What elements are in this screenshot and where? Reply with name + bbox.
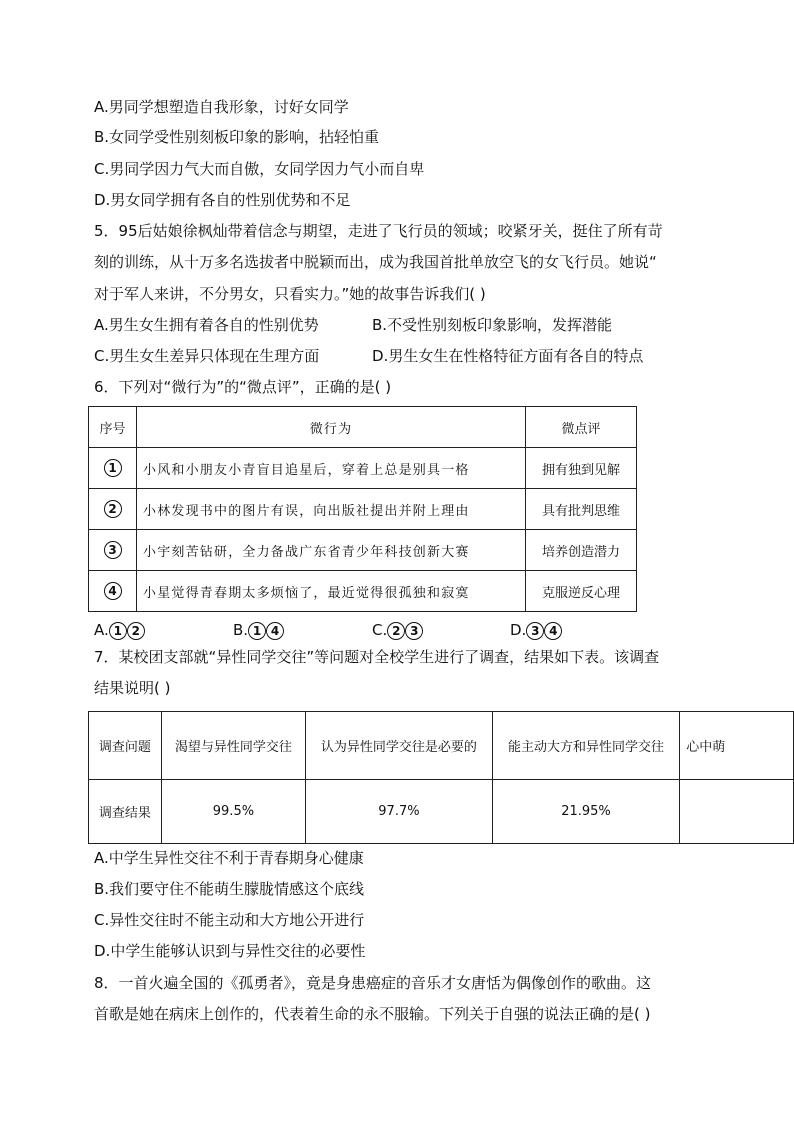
cell: 97.7% bbox=[306, 780, 493, 844]
table-row bbox=[89, 530, 637, 571]
q6-option-c: C. 2 3 bbox=[372, 620, 423, 640]
q5-stem-line1: 5．95后姑娘徐枫灿带着信念与期望，走进了飞行员的领域；咬紧牙关，挺住了所有苛 bbox=[94, 222, 663, 240]
cell: 渴望与异性同学交往 bbox=[161, 712, 306, 780]
behavior-cell: 小宇刻苦钻研，全力备战广东省青少年科技创新大赛 bbox=[137, 530, 526, 571]
q5-option-a: A.男生女生拥有着各自的性别优势 bbox=[94, 316, 319, 334]
circled-number: 1 bbox=[109, 622, 127, 640]
q4-option-b: B.女同学受性别刻板印象的影响，拈轻怕重 bbox=[94, 128, 380, 146]
comment-cell: 克服逆反心理 bbox=[526, 571, 637, 612]
comment-cell: 培养创造潜力 bbox=[526, 530, 637, 571]
behavior-cell: 小风和小朋友小青盲目追星后，穿着上总是别具一格 bbox=[137, 448, 526, 489]
q6-table-header bbox=[89, 407, 637, 448]
circled-number: 2 bbox=[127, 622, 145, 640]
q7-table-wrapper bbox=[88, 711, 794, 851]
cell: 99.5% bbox=[161, 780, 306, 844]
circled-number: 4 bbox=[104, 582, 122, 600]
cell: 心中萌 bbox=[680, 712, 794, 780]
q7-stem-line2: 结果说明( ) bbox=[94, 679, 171, 697]
circled-number: 3 bbox=[104, 541, 122, 559]
table-row bbox=[89, 780, 794, 844]
q4-option-d: D.男女同学拥有各自的性别优势和不足 bbox=[94, 191, 351, 209]
q6-header-behavior: 微行为 bbox=[137, 407, 526, 448]
cell: 调查问题 bbox=[89, 712, 162, 780]
q7-option-b: B.我们要守住不能萌生朦胧情感这个底线 bbox=[94, 880, 365, 898]
q7-stem-line1: 7．某校团支部就“异性同学交往”等问题对全校学生进行了调查，结果如下表。该调查 bbox=[94, 648, 660, 666]
q4-option-a: A.男同学想塑造自我形象，讨好女同学 bbox=[94, 98, 349, 116]
behavior-cell: 小星觉得青春期太多烦恼了，最近觉得很孤独和寂寞 bbox=[137, 571, 526, 612]
behavior-cell: 小林发现书中的图片有误，向出版社提出并附上理由 bbox=[137, 489, 526, 530]
cell: 21.95% bbox=[492, 780, 680, 844]
table-row bbox=[89, 571, 637, 612]
circled-number: 2 bbox=[104, 500, 122, 518]
q6-option-a: A. 1 2 bbox=[94, 620, 145, 640]
table-row bbox=[89, 489, 637, 530]
circled-number: 2 bbox=[387, 622, 405, 640]
q6-header-num: 序号 bbox=[89, 407, 137, 448]
circled-number: 3 bbox=[526, 622, 544, 640]
q6-option-b: B. 1 4 bbox=[233, 620, 284, 640]
circled-number: 1 bbox=[248, 622, 266, 640]
q8-stem-line1: 8．一首火遍全国的《孤勇者》，竟是身患癌症的音乐才女唐恬为偶像创作的歌曲。这 bbox=[94, 974, 652, 992]
q6-table bbox=[88, 406, 637, 612]
q7-option-c: C.异性交往时不能主动和大方地公开进行 bbox=[94, 911, 365, 929]
q6-option-d: D. 3 4 bbox=[510, 620, 562, 640]
q8-stem-line2: 首歌是她在病床上创作的，代表着生命的永不服输。下列关于自强的说法正确的是( ) bbox=[94, 1005, 651, 1023]
table-row bbox=[89, 712, 794, 780]
q5-stem-line3: 对于军人来讲，不分男女，只看实力。”她的故事告诉我们( ) bbox=[94, 285, 486, 303]
cell: 调查结果 bbox=[89, 780, 162, 844]
q7-option-a: A.中学生异性交往不利于青春期身心健康 bbox=[94, 849, 364, 867]
q7-option-d: D.中学生能够认识到与异性交往的必要性 bbox=[94, 942, 366, 960]
q5-stem-line2: 刻的训练，从十万多名选拔者中脱颖而出，成为我国首批单放空飞的女飞行员。她说“ bbox=[94, 253, 657, 271]
cell: 能主动大方和异性同学交往 bbox=[492, 712, 680, 780]
q5-option-b: B.不受性别刻板印象影响，发挥潜能 bbox=[372, 316, 613, 334]
circled-number: 3 bbox=[405, 622, 423, 640]
cell: 认为异性同学交往是必要的 bbox=[306, 712, 493, 780]
q7-table bbox=[88, 711, 794, 844]
q4-option-c: C.男同学因力气大而自傲，女同学因力气小而自卑 bbox=[94, 160, 425, 178]
q6-header-comment: 微点评 bbox=[526, 407, 637, 448]
q5-option-c: C.男生女生差异只体现在生理方面 bbox=[94, 347, 320, 365]
comment-cell: 具有批判思维 bbox=[526, 489, 637, 530]
table-row bbox=[89, 448, 637, 489]
circled-number: 1 bbox=[104, 459, 122, 477]
circled-number: 4 bbox=[266, 622, 284, 640]
circled-number: 4 bbox=[544, 622, 562, 640]
q5-option-d: D.男生女生在性格特征方面有各自的特点 bbox=[372, 347, 644, 365]
cell bbox=[680, 780, 794, 844]
comment-cell: 拥有独到见解 bbox=[526, 448, 637, 489]
q6-stem: 6．下列对“微行为”的“微点评”，正确的是( ) bbox=[94, 378, 392, 396]
